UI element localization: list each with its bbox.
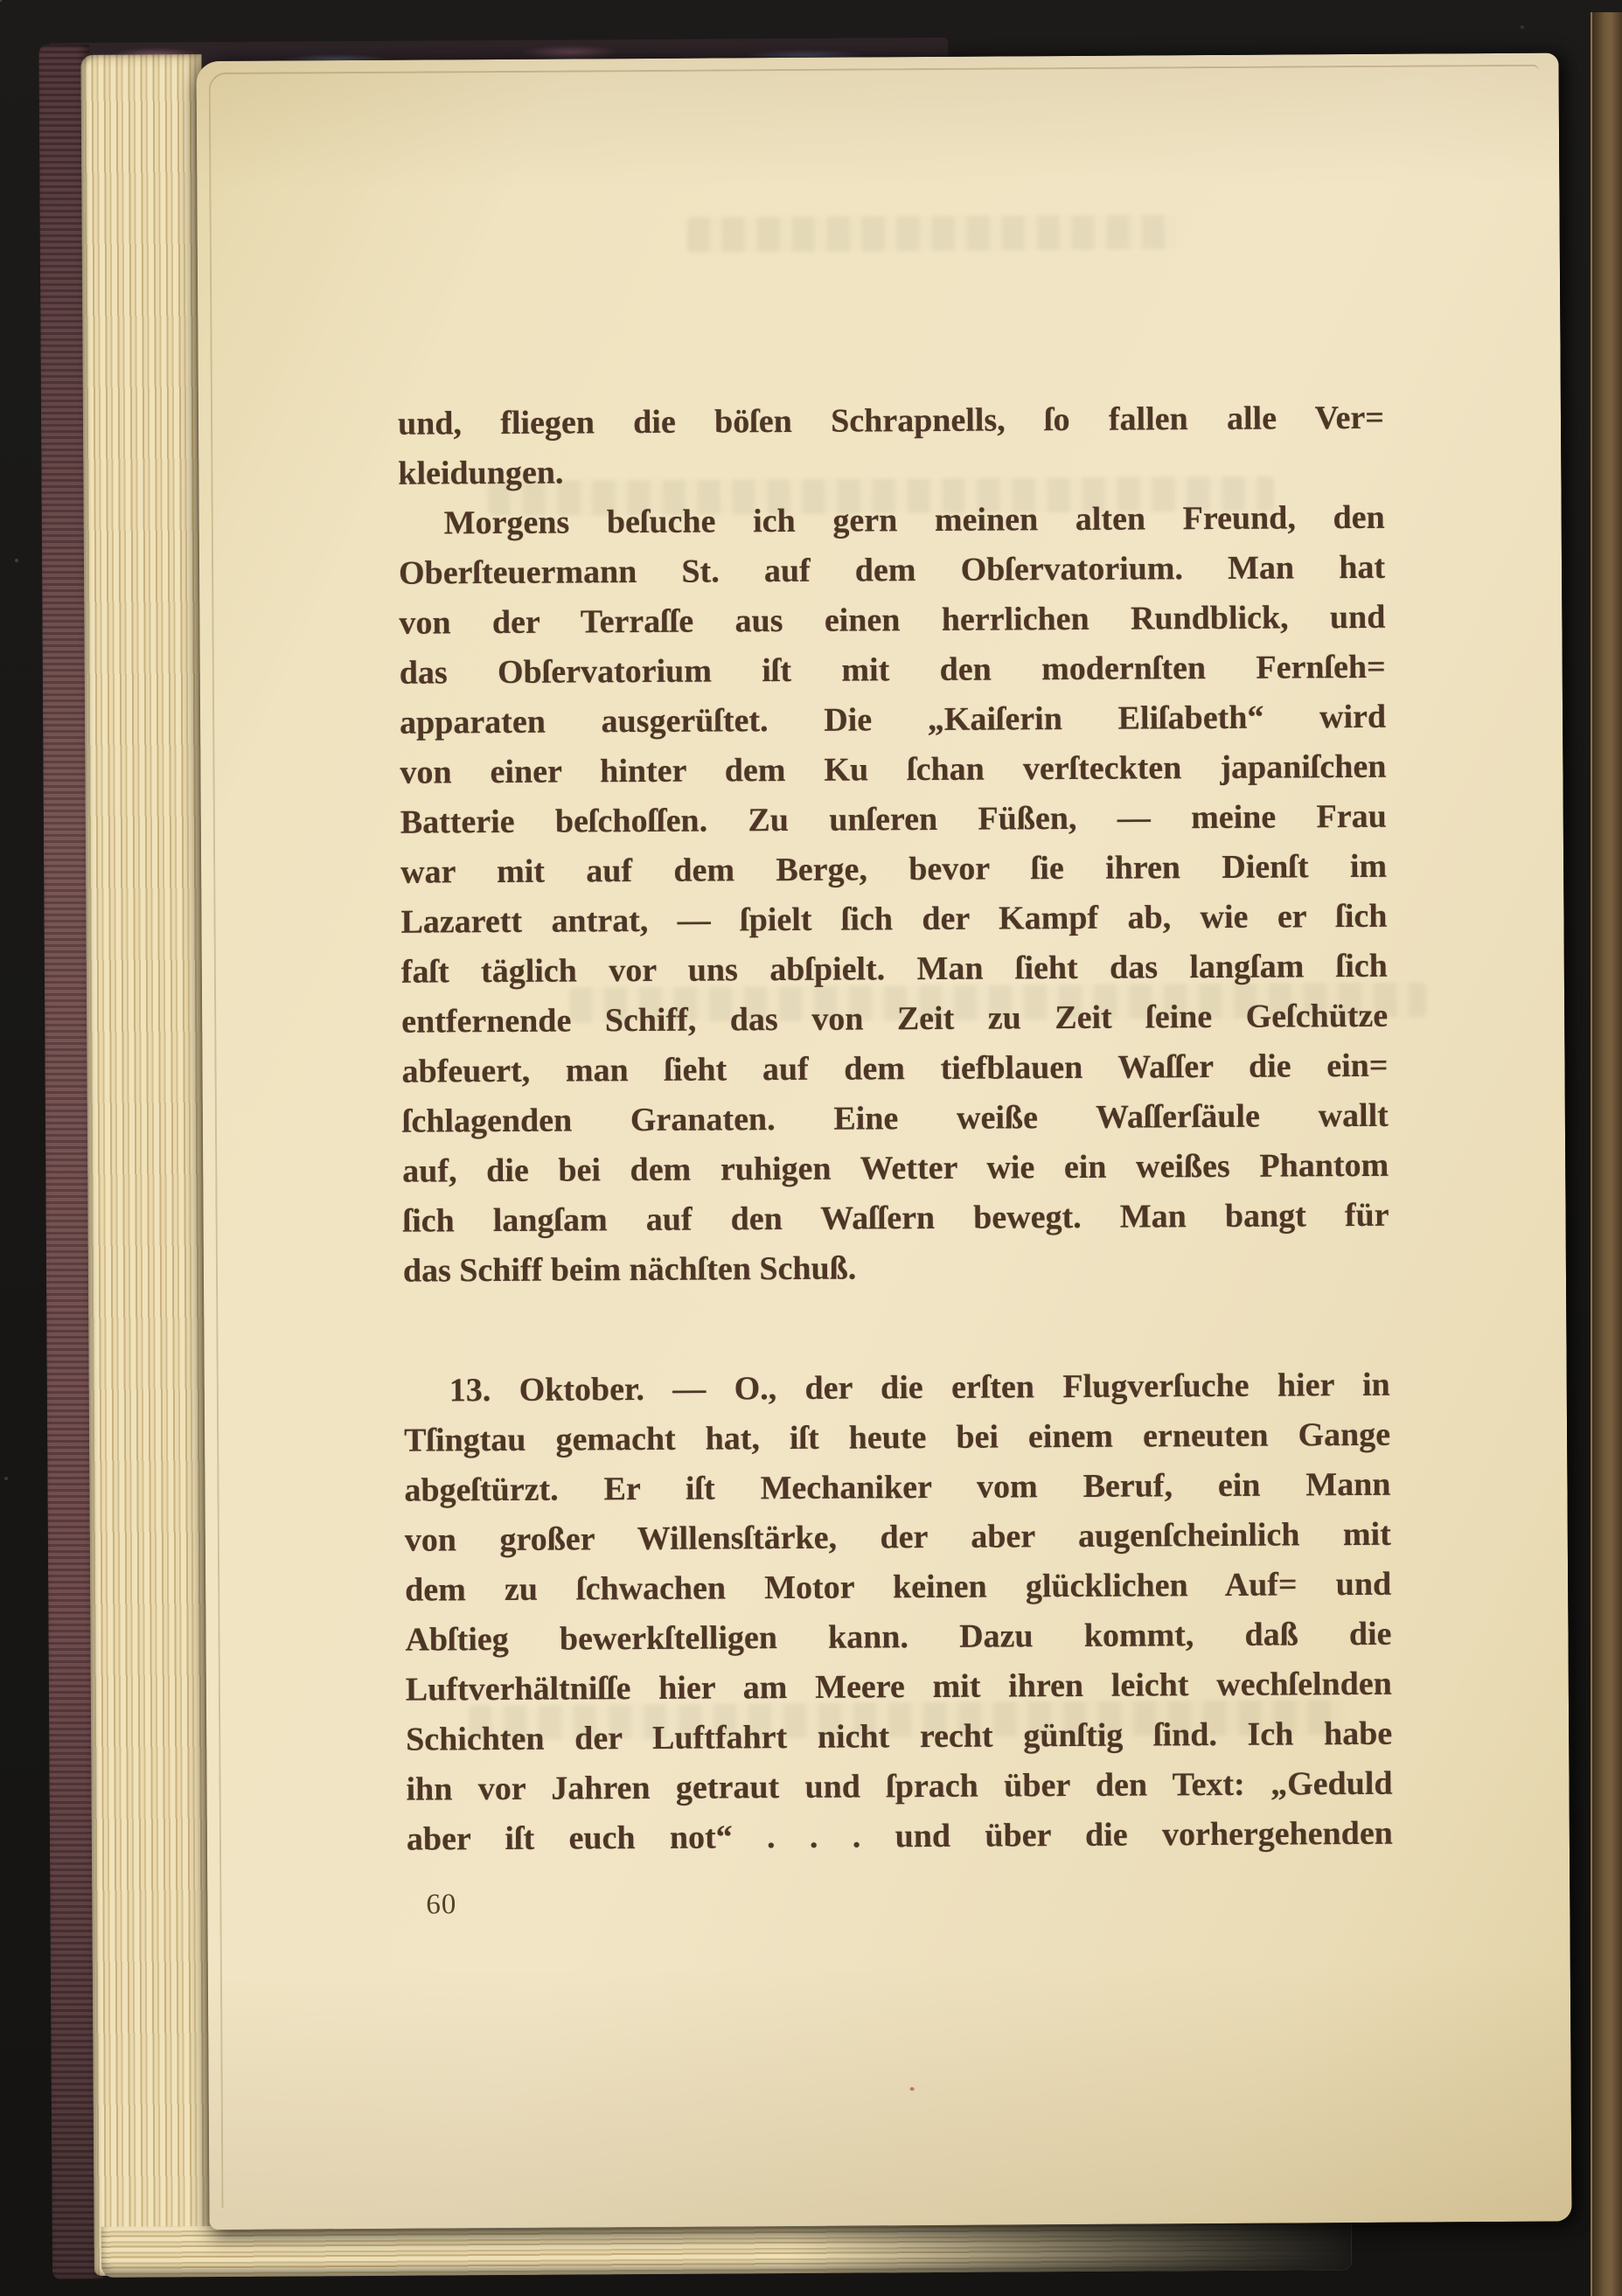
text-line: Batterie beſchoſſen. Zu unſeren Füßen, — meine Frau — [400, 797, 1387, 841]
text-line: und, fliegen die böſen Schrapnells, ſo fallen alle Ver= — [397, 399, 1385, 442]
text-line: Morgens beſuche ich gern meinen alten Freund, den — [443, 498, 1385, 542]
text-line: apparaten ausgerüſtet. Die „Kaiſerin Eliſabeth“ wird — [399, 698, 1387, 741]
text-line: ſich langſam auf den Waſſern bewegt. Man bangt für — [402, 1196, 1389, 1240]
text-line: auf, die bei dem ruhigen Wetter wie ein weißes Phantom — [402, 1146, 1389, 1190]
page-stack-left-edge — [80, 54, 215, 2276]
text-line: dem zu ſchwachen Motor keinen glücklichen Auf= und — [405, 1565, 1392, 1609]
book-cover-right-edge — [1591, 12, 1622, 2296]
text-line: ſchlagenden Granaten. Eine weiße Waſſerſäule wallt — [401, 1096, 1389, 1140]
dust-specks — [0, 0, 2, 2]
text-line: 13. Oktober. — O., der die erſten Flugverſuche hier in — [449, 1366, 1390, 1409]
text-line: Schichten der Luftfahrt nicht recht günſtig ſind. Ich habe — [406, 1715, 1393, 1758]
paragraph — [398, 393, 1385, 499]
page-number: 60 — [426, 1889, 457, 1921]
text-line: von einer hinter dem Ku ſchan verſteckten japaniſchen — [400, 748, 1387, 791]
text-line: das Obſervatorium iſt mit den modernſten Fernſeh= — [399, 648, 1386, 692]
text-line: Tſingtau gemacht hat, iſt heute bei einem erneuten Gange — [403, 1416, 1391, 1459]
text-line: Lazarett antrat, — ſpielt ſich der Kampf ab, wie er ſich — [400, 897, 1388, 941]
text-line: abfeuert, man ſieht auf dem tiefblauen Waſſer die ein= — [401, 1047, 1389, 1090]
text-line: Abſtieg bewerkſtelligen kann. Dazu kommt, daß die — [405, 1615, 1392, 1659]
text-line: faſt täglich vor uns abſpielt. Man ſieht das langſam ſich — [400, 947, 1388, 991]
text-line: abgeſtürzt. Er iſt Mechaniker vom Beruf, ein Mann — [404, 1465, 1391, 1509]
text-line: Oberſteuermann St. auf dem Obſervatorium. Man hat — [398, 548, 1386, 592]
paragraph — [404, 1360, 1393, 1865]
reverse-side-showthrough — [687, 214, 1177, 252]
text-line: das Schiff beim nächſten Schuß. — [402, 1249, 857, 1290]
text-line: kleidungen. — [398, 454, 564, 492]
text-line: von großer Willensſtärke, der aber augenſcheinlich mit — [404, 1515, 1391, 1559]
text-line: von der Terraſſe aus einen herrlichen Rundblick, und — [399, 598, 1386, 642]
text-line: entfernende Schiff, das von Zeit zu Zeit ſeine Geſchütze — [401, 997, 1389, 1040]
text-line: Luftverhältniſſe hier am Meere mit ihren leicht wechſelnden — [405, 1665, 1392, 1708]
page-text — [398, 393, 1393, 1865]
paper-speck — [910, 2087, 915, 2091]
text-line: war mit auf dem Berge, bevor ſie ihren Dienſt im — [400, 847, 1388, 891]
book-page — [196, 53, 1571, 2230]
paragraph — [399, 493, 1390, 1297]
text-line: ihn vor Jahren getraut und ſprach über den Text: „Geduld — [406, 1764, 1393, 1808]
text-line: aber iſt euch not“ . . . und über die vorhergehenden — [406, 1814, 1394, 1858]
